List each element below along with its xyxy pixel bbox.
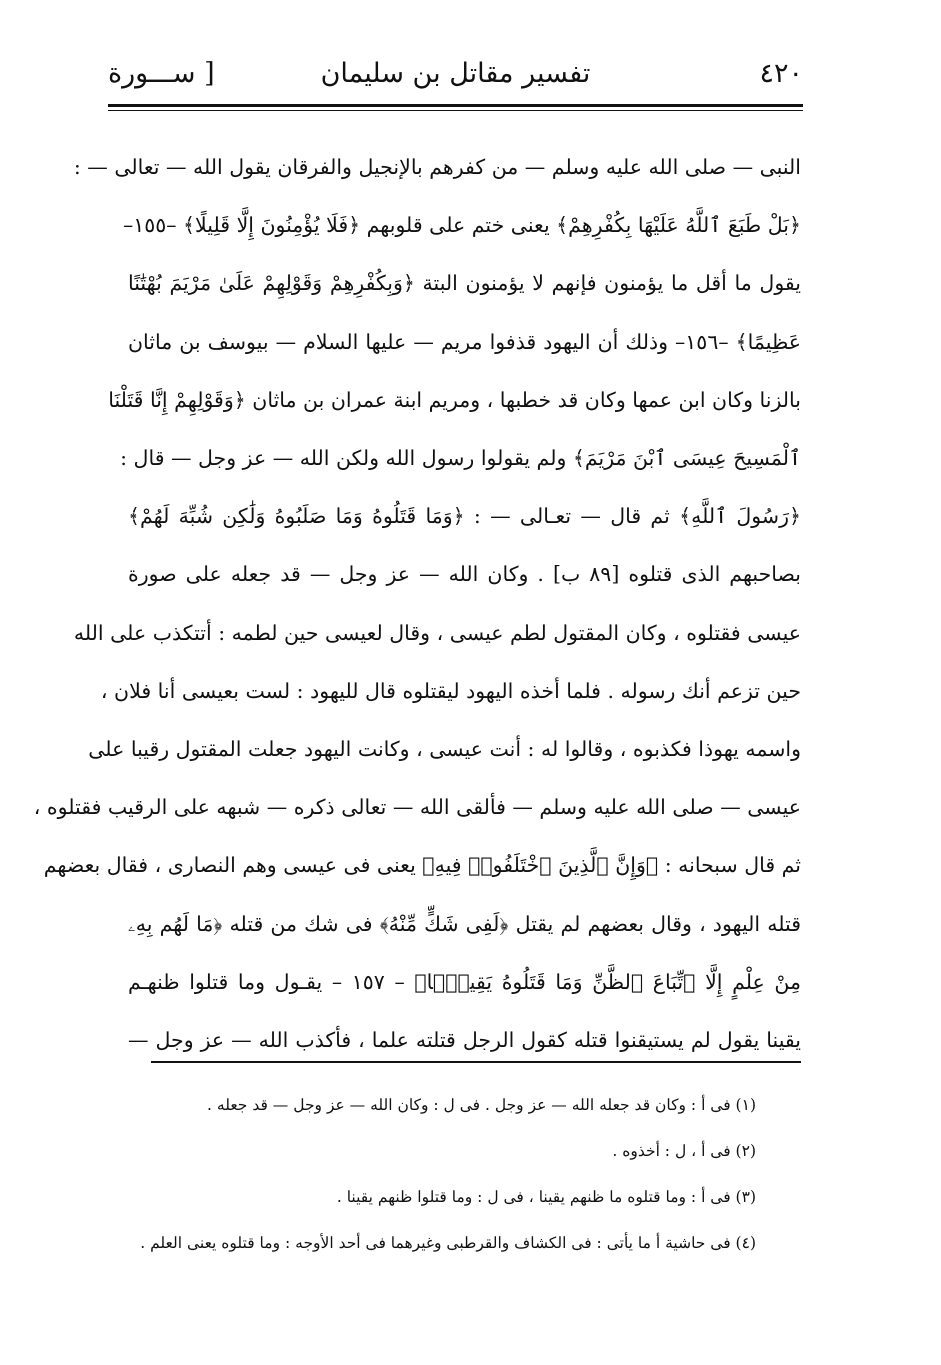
text-line: قتله اليهود ، وقال بعضهم لم يقتل ﴿لَفِى شَكٍّ مِّنْهُ﴾ فى شك من قتله ﴿مَا لَهُم بِهِۦ bbox=[128, 911, 801, 936]
text-line: يقينا يقول لم يستيقنوا قتله كقول الرجل قتلته علما ، فأكذب الله — عز وجل — bbox=[128, 1028, 801, 1053]
page-number: ٤٢٠ bbox=[759, 58, 803, 89]
text-line: حين تزعم أنك رسوله . فلما أخذه اليهود ليقتلوه قال لليهود : لست بعيسى أنا فلان ، bbox=[100, 678, 801, 703]
footnote: (٣) فى أ : وما قتلوه ما ظنهم يقينا ، فى ل : وما قتلوا ظنهم يقينا . bbox=[336, 1188, 756, 1206]
page-header bbox=[108, 52, 803, 102]
text-line: بالزنا وكان ابن عمها وكان قد خطبها ، ومريم ابنة عمران بن ماثان ﴿وَقَوْلِهِمْ إِنَّا قَتَلْنَا bbox=[108, 387, 801, 412]
footnote: (٤) فى حاشية أ ما يأتى : فى الكشاف والقرطبى وغيرهما فى أحد الأوجه : وما قتلوه يعنى العلم . bbox=[140, 1234, 756, 1252]
text-line: ثم قال سبحانه : ﴿وَإِنَّ ٱلَّذِينَ ٱخْتَلَفُوا۟ فِيهِ﴾ يعنى فى عيسى وهم النصارى ، فقال بعضهم bbox=[43, 853, 801, 878]
footnote: (٢) فى أ ، ل : أخذوه . bbox=[612, 1142, 756, 1160]
text-line: عيسى فقتلوه ، وكان المقتول لطم عيسى ، وقال لعيسى حين لطمه : أتتكذب على الله bbox=[73, 620, 801, 645]
text-line: يقول ما أقل ما يؤمنون فإنهم لا يؤمنون البتة ﴿وَبِكُفْرِهِمْ وَقَوْلِهِمْ عَلَىٰ مَرْيَمَ بُهْتَٰنًا bbox=[128, 271, 801, 296]
text-line: مِنْ عِلْمٍ إِلَّا ٱتِّبَاعَ ٱلظَّنِّ وَمَا قَتَلُوهُ يَقِينًۢا﴾ – ١٥٧ – يقـول وما قتلوا ظنهـم bbox=[128, 969, 802, 994]
text-line: النبى — صلى الله عليه وسلم — من كفرهم بالإنجيل والفرقان يقول الله — تعالى — : bbox=[73, 155, 801, 179]
text-line: ﴿بَلْ طَبَعَ ٱللَّهُ عَلَيْهَا بِكُفْرِهِمْ﴾ يعنى ختم على قلوبهم ﴿فَلَا يُؤْمِنُونَ إِلَّا قَلِيلًا﴾ –١٥٥– bbox=[122, 213, 801, 238]
footnotes bbox=[128, 1082, 756, 1266]
running-title: تفسير مقاتل بن سليمان bbox=[320, 58, 591, 89]
text-line: عيسى — صلى الله عليه وسلم — فألقى الله — تعالى ذكره — شبهه على الرقيب فقتلوه ، bbox=[33, 795, 801, 820]
text-line: ﴿رَسُولَ ٱللَّهِ﴾ ثم قال — تعـالى — : ﴿وَمَا قَتَلُوهُ وَمَا صَلَبُوهُ وَلَٰكِن شُبِّهَ لَهُمْ﴾ bbox=[128, 504, 801, 529]
surah-label: [ ســـورة bbox=[108, 58, 215, 89]
main-text bbox=[33, 138, 802, 1069]
text-line: واسمه يهوذا فكذبوه ، وقالوا له : أنت عيسى ، وكانت اليهود جعلت المقتول رقيبا على bbox=[88, 737, 801, 762]
text-line: ٱلْمَسِيحَ عِيسَى ٱبْنَ مَرْيَمَ﴾ ولم يقولوا رسول الله ولكن الله — عز وجل — قال : bbox=[120, 446, 801, 471]
footnote: (١) فى أ : وكان قد جعله الله — عز وجل . فى ل : وكان الله — عز وجل — قد جعله . bbox=[207, 1096, 756, 1114]
header-rule bbox=[108, 104, 803, 111]
text-line: بصاحبهم الذى قتلوه [٨٩ ب] . وكان الله — عز وجل — قد جعله على صورة bbox=[128, 562, 801, 587]
footnote-rule bbox=[151, 1061, 801, 1063]
text-line: عَظِيمًا﴾ –١٥٦– وذلك أن اليهود قذفوا مريم — عليها السلام — بيوسف بن ماثان bbox=[128, 329, 801, 354]
